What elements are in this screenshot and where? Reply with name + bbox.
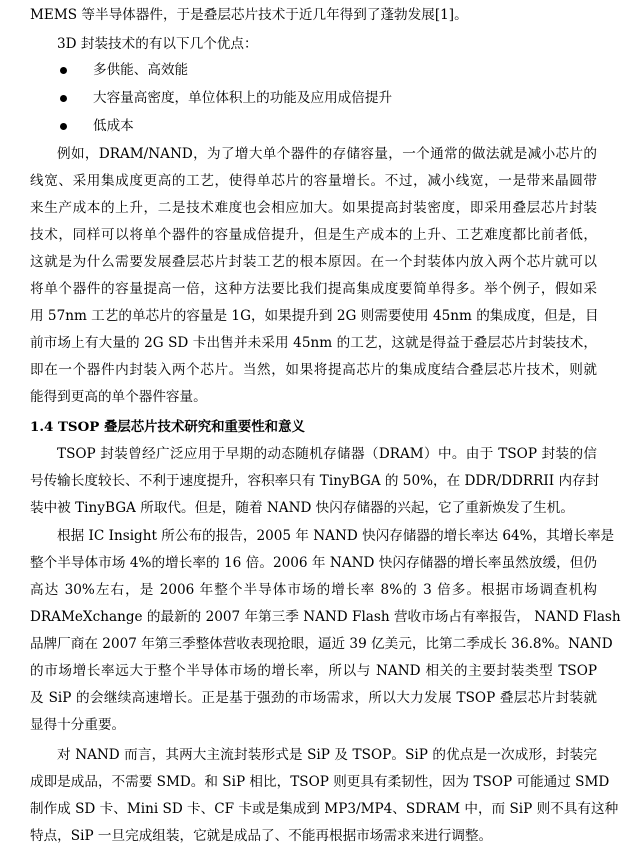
paragraph-line: 前市场上有大量的 2G SD 卡出售并未采用 45nm 的工艺，这就是得益于叠层芯片封装技术， bbox=[30, 335, 597, 351]
paragraph-line: 能得到更高的单个器件容量。 bbox=[30, 389, 207, 405]
paragraph-line: 制作成 SD 卡、Mini SD 卡、CF 卡或是集成到 MP3/MP4、SDRAM 中，而 SiP 则不具有这种 bbox=[30, 801, 619, 817]
paragraph-line: DRAMeXchange 的最新的 2007 年第三季 NAND Flash 营收市场占有率报告， NAND Flash bbox=[30, 609, 621, 625]
paragraph-line: 对 NAND 而言，其两大主流封装形式是 SiP 及 TSOP。SiP 的优点是一次成形，封装完 bbox=[57, 747, 597, 763]
paragraph-line: 特点，SiP 一旦完成组装，它就是成品了、不能再根据市场需求来进行调整。 bbox=[30, 828, 493, 844]
paragraph-line: 显得十分重要。 bbox=[30, 717, 126, 733]
paragraph-line: 这就是为什么需要发展叠层芯片封装工艺的根本原因。在一个封装体内放入两个芯片就可以 bbox=[30, 254, 597, 270]
paragraph-line: 整个半导体市场 4%的增长率的 16 倍。2006 年 NAND 快闪存储器的增长率虽然放缓，但仍 bbox=[30, 555, 597, 571]
bullet-item: 多供能、高效能 bbox=[93, 62, 189, 78]
paragraph-line: 高达 30%左右，是 2006 年整个半导体市场的增长率 8%的 3 倍多。根据市场调查机构 bbox=[30, 582, 597, 598]
paragraph-line: 用 57nm 工艺的单芯片的容量是 1G，如果提升到 2G 则需要使用 45nm 的集成度，但是，目 bbox=[30, 308, 599, 324]
paragraph-line: 号传输长度较长、不利于速度提升，容积率只有 TinyBGA 的 50%，在 DDR/DDRRII 内存封 bbox=[30, 473, 600, 489]
paragraph-line: MEMS 等半导体器件，于是叠层芯片技术于近几年得到了蓬勃发展[1]。 bbox=[30, 7, 468, 23]
paragraph-line: 例如，DRAM/NAND，为了增大单个器件的存储容量，一个通常的做法就是减小芯片的 bbox=[57, 146, 597, 162]
paragraph-line: 的市场增长率远大于整个半导体市场的增长率，所以与 NAND 相关的主要封装类型 TSOP bbox=[30, 663, 597, 679]
bullet-dot-icon bbox=[60, 67, 67, 74]
paragraph-line: 及 SiP 的会继续高速增长。正是基于强劲的市场需求，所以大力发展 TSOP 叠层芯片封装就 bbox=[30, 690, 597, 706]
paragraph-line: 3D 封装技术的有以下几个优点： bbox=[57, 36, 258, 52]
paragraph-line: 将单个器件的容量提高一倍，这种方法要比我们提高集成度要简单得多。举个例子，假如采 bbox=[30, 281, 597, 297]
paragraph-line: TSOP 封装曾经广泛应用于早期的动态随机存储器（DRAM）中。由于 TSOP 封装的信 bbox=[57, 446, 597, 462]
paragraph-line: 成即是成品，不需要 SMD。和 SiP 相比，TSOP 则更具有柔韧性，因为 TSOP 可能通过 SMD bbox=[30, 774, 610, 790]
section-heading: 1.4 TSOP 叠层芯片技术研究和重要性和意义 bbox=[30, 419, 305, 435]
bullet-item: 大容量高密度，单位体积上的功能及应用成倍提升 bbox=[93, 90, 393, 106]
paragraph-line: 装中被 TinyBGA 所取代。但是，随着 NAND 快闪存储器的兴起，它了重新焕发了生机。 bbox=[30, 500, 574, 516]
paragraph-line: 技术，同样可以将单个器件的容量成倍提升，但是生产成本的上升、工艺难度都比前者低， bbox=[30, 227, 597, 243]
bullet-dot-icon bbox=[60, 95, 67, 102]
bullet-dot-icon bbox=[60, 123, 67, 130]
paragraph-line: 来生产成本的上升，二是技术难度也会相应加大。如果提高封装密度，即采用叠层芯片封装 bbox=[30, 200, 597, 216]
paragraph-line: 根据 IC Insight 所公布的报告，2005 年 NAND 快闪存储器的增长率达 64%，其增长率是 bbox=[57, 528, 615, 544]
paragraph-line: 即在一个器件内封装入两个芯片。当然，如果将提高芯片的集成度结合叠层芯片技术，则就 bbox=[30, 362, 597, 378]
bullet-item: 低成本 bbox=[93, 118, 134, 134]
paragraph-line: 线宽、采用集成度更高的工艺，使得单芯片的容量增长。不过，减小线宽，一是带来晶圆带 bbox=[30, 173, 597, 189]
paragraph-line: 品牌厂商在 2007 年第三季整体营收表现抢眼，逼近 39 亿美元，比第二季成长 36.8%。NAND bbox=[30, 636, 613, 652]
